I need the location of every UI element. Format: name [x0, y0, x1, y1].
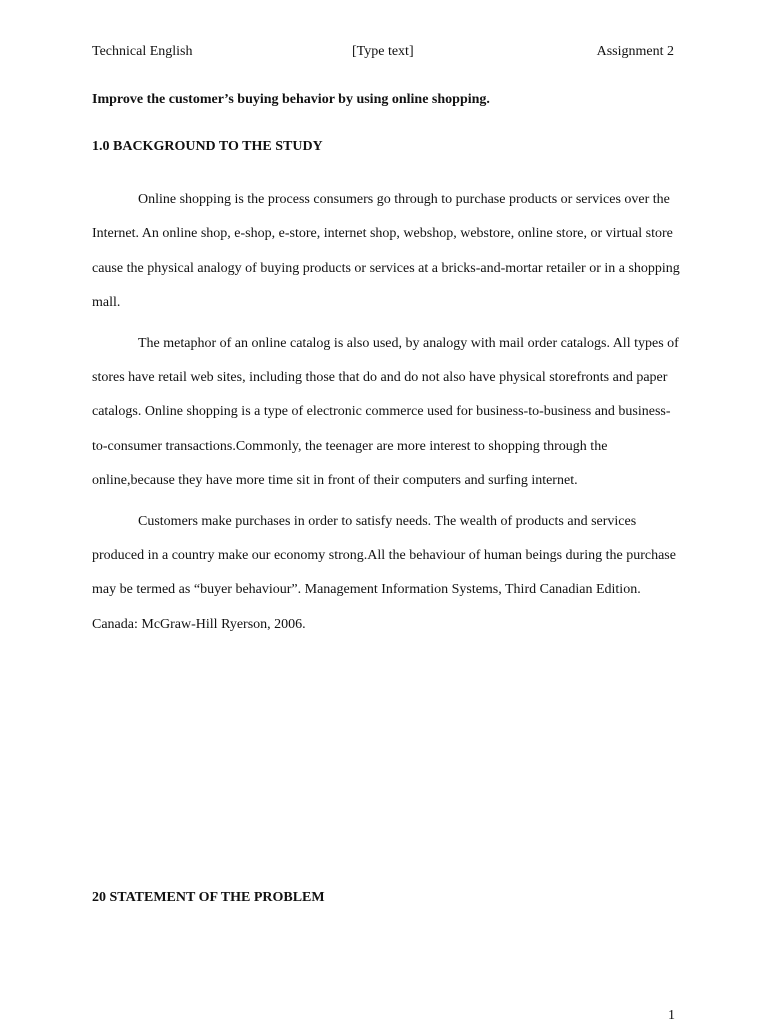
page-header	[92, 44, 674, 64]
document-title: Improve the customer’s buying behavior by using online shopping.	[92, 92, 490, 107]
header-left: Technical English	[92, 44, 193, 59]
paragraph: Customers make purchases in order to satisfy needs. The wealth of products and services produced in a country make our economy strong.All the behaviour of human beings during the purchase may be termed as “buyer behaviour”. Management Information Systems, Third Canadian Edition. Canada: McGraw-Hill Ryerson, 2006.	[92, 513, 676, 632]
paragraph: The metaphor of an online catalog is also used, by analogy with mail order catalogs. All types of stores have retail web sites, including those that do and do not also have physical storefronts and paper catalogs. Online shopping is a type of electronic commerce used for business-to-business and business-to-consumer transactions.Commonly, the teenager are more interest to shopping through the online,because they have more time sit in front of their computers and surfing internet.	[92, 335, 679, 489]
section-heading-problem: 20 STATEMENT OF THE PROBLEM	[92, 890, 325, 905]
paragraph: Online shopping is the process consumers go through to purchase products or services over the Internet. An online shop, e-shop, e-store, internet shop, webshop, webstore, online store, or virtual store cause the physical analogy of buying products or services at a bricks-and-mortar retailer or in a shopping mall.	[92, 192, 680, 311]
section-body-background	[92, 183, 682, 648]
section-heading-background: 1.0 BACKGROUND TO THE STUDY	[92, 139, 323, 154]
header-center: [Type text]	[352, 44, 414, 59]
page-number: 1	[668, 1008, 675, 1023]
header-right: Assignment 2	[596, 44, 674, 59]
